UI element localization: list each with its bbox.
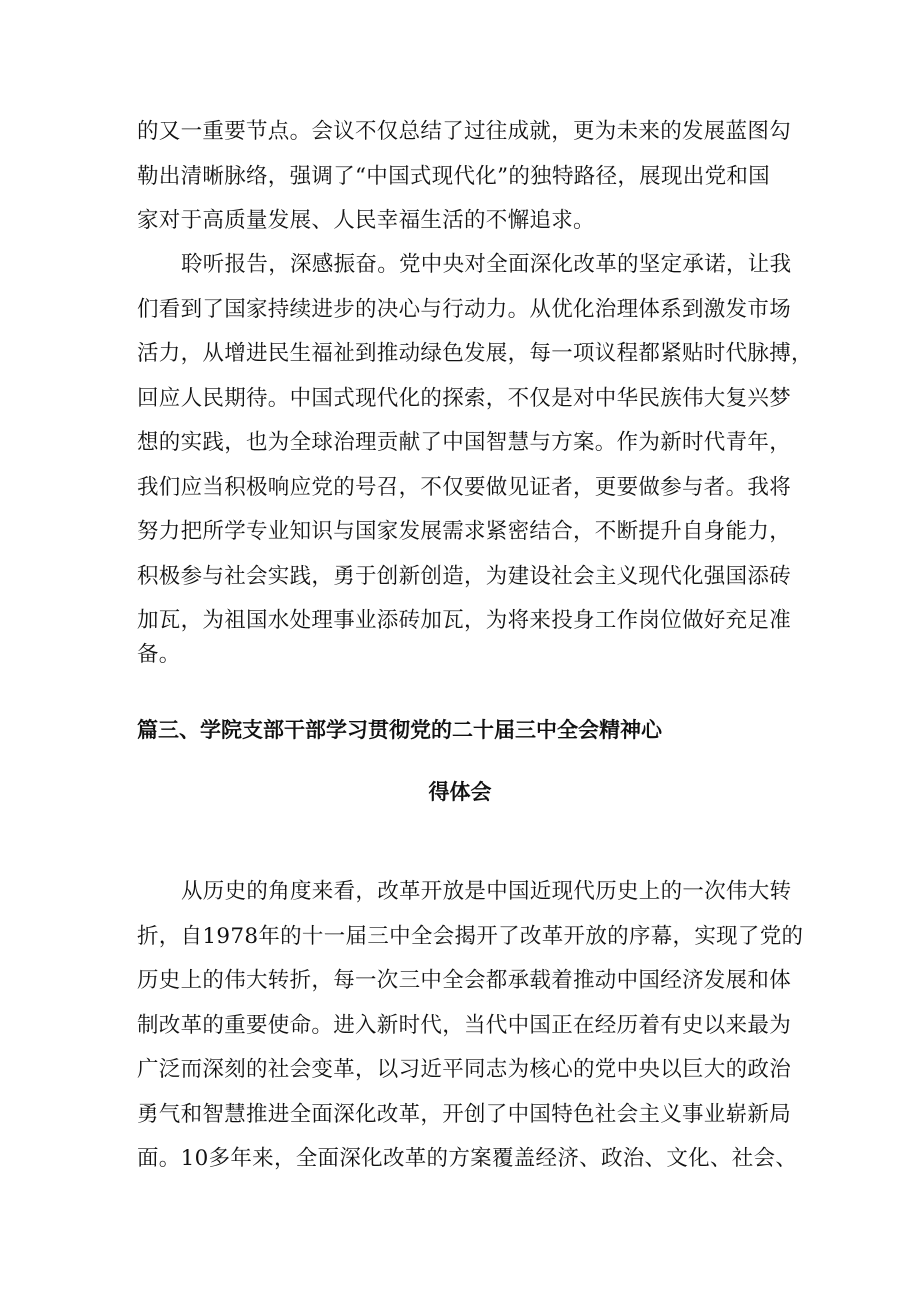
text-line: 的又一重要节点。会议不仅总结了过往成就，更为未来的发展蓝图勾 (137, 119, 792, 144)
section-heading-continuation: 得体会 (428, 780, 492, 804)
text-line: 活力，从增进民生福祉到推动绿色发展，每一项议程都紧贴时代脉搏， (137, 341, 813, 366)
text-line: 面。10多年来，全面深化改革的方案覆盖经济、政治、文化、社会、 (137, 1146, 798, 1171)
text-line: 勇气和智慧推进全面深化改革，开创了中国特色社会主义事业崭新局 (137, 1102, 792, 1127)
text-line: 积极参与社会实践，勇于创新创造，为建设社会主义现代化强国添砖 (137, 564, 792, 589)
text-line: 家对于高质量发展、人民幸福生活的不懈追求。 (137, 208, 595, 233)
text-line: 广泛而深刻的社会变革，以习近平同志为核心的党中央以巨大的政治 (137, 1057, 792, 1082)
text-line: 加瓦，为祖国水处理事业添砖加瓦，为将来投身工作岗位做好充足准 (137, 608, 792, 633)
text-line: 制改革的重要使命。进入新时代，当代中国正在经历着有史以来最为 (137, 1013, 792, 1038)
text-line: 勒出清晰脉络，强调了“中国式现代化”的独特路径，展现出党和国 (137, 164, 770, 189)
text-line: 回应人民期待。中国式现代化的探索，不仅是对中华民族伟大复兴梦 (137, 386, 792, 411)
text-line: 备。 (137, 642, 181, 667)
text-line: 我们应当积极响应党的号召，不仅要做见证者，更要做参与者。我将 (137, 475, 792, 500)
text-line: 聆听报告，深感振奋。党中央对全面深化改革的坚定承诺，让我 (181, 252, 792, 277)
text-line: 想的实践，也为全球治理贡献了中国智慧与方案。作为新时代青年， (137, 430, 792, 455)
text-line: 历史上的伟大转折，每一次三中全会都承载着推动中国经济发展和体 (137, 968, 792, 993)
text-line: 们看到了国家持续进步的决心与行动力。从优化治理体系到激发市场 (137, 297, 792, 322)
text-line: 努力把所学专业知识与国家发展需求紧密结合，不断提升自身能力， (137, 519, 792, 544)
text-line: 从历史的角度来看，改革开放是中国近现代历史上的一次伟大转 (181, 879, 792, 904)
section-heading: 篇三、学院支部干部学习贯彻党的二十届三中全会精神心 (137, 718, 662, 742)
text-line: 折，自1978年的十一届三中全会揭开了改革开放的序幕，实现了党的 (137, 924, 804, 949)
